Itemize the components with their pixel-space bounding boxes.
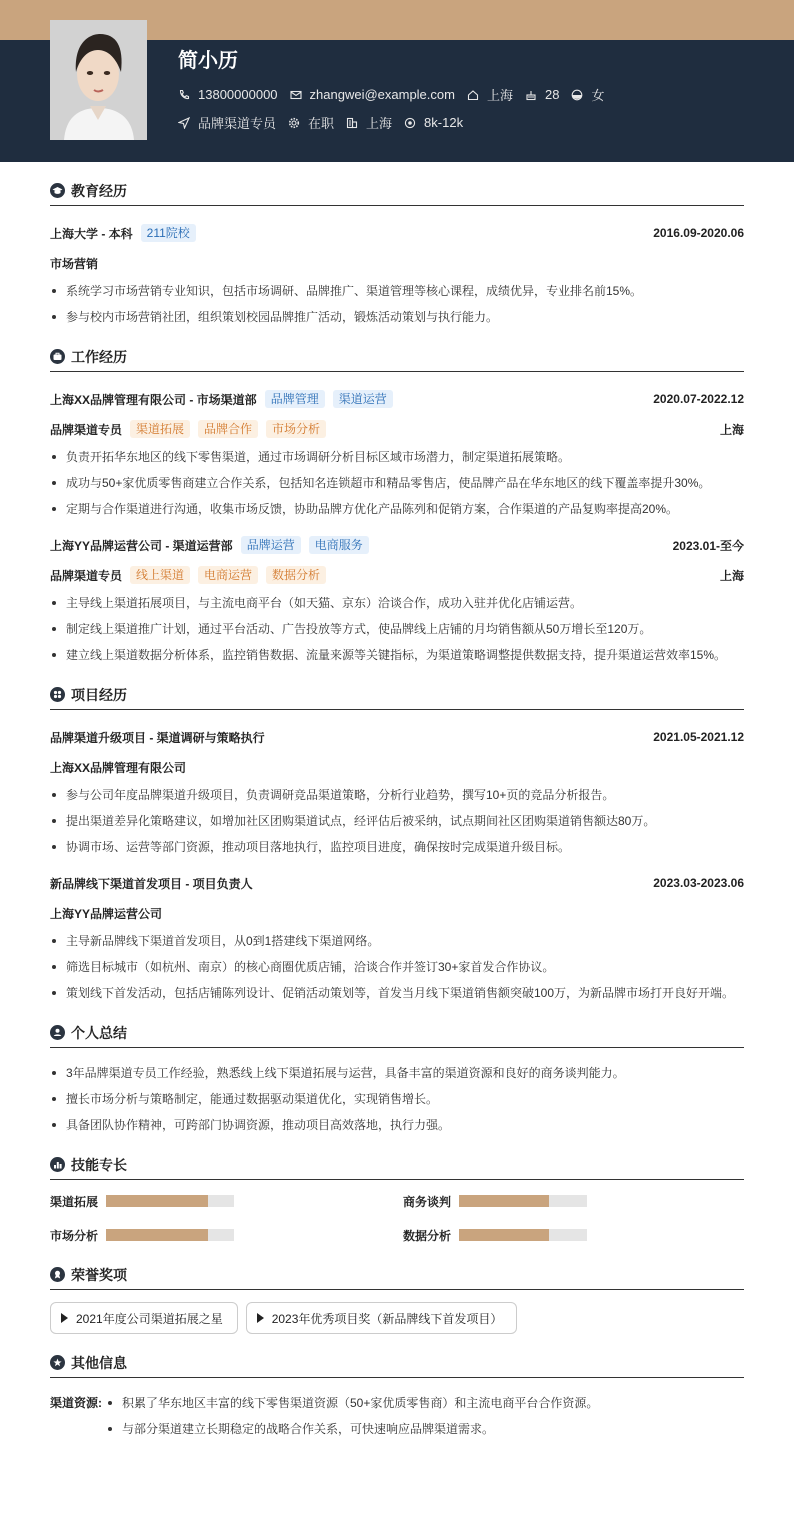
job-role-row: [50, 560, 744, 590]
list-item: 擅长市场分析与策略制定，能通过数据驱动渠道优化，实现销售增长。: [50, 1086, 744, 1112]
education-section: [50, 176, 744, 330]
job-role-row: [50, 414, 744, 444]
skill-item: [403, 1226, 744, 1244]
skill-tag: 品牌合作: [198, 420, 258, 438]
job-location: 上海: [719, 422, 744, 437]
project-bullets: [50, 782, 744, 860]
award-label: 2021年度公司渠道拓展之星: [76, 1311, 223, 1326]
list-item: 具备团队协作精神，可跨部门协调资源，推动项目高效落地，执行力强。: [50, 1112, 744, 1138]
projects-section: [50, 680, 744, 1006]
work-title: 工作经历: [71, 348, 127, 365]
education-date: 2016.09-2020.06: [653, 226, 744, 240]
job-bullets: [50, 444, 744, 522]
status-info: [288, 113, 334, 132]
skill-tag: 线上渠道: [130, 566, 190, 584]
salary-value: 8k-12k: [424, 115, 464, 130]
award-item: [246, 1302, 518, 1334]
list-item: 系统学习市场营销专业知识，包括市场调研、品牌推广、渠道管理等核心课程，成绩优异，专业排名前15%。: [50, 278, 744, 304]
skills-section: [50, 1150, 744, 1244]
list-item: 3年品牌渠道专员工作经验，熟悉线上线下渠道拓展与运营，具备丰富的渠道资源和良好的商务谈判能力。: [50, 1060, 744, 1086]
skill-level-fill: [459, 1195, 549, 1207]
home-icon: [467, 89, 479, 101]
play-icon: [257, 1313, 264, 1323]
phone-info: [178, 87, 278, 102]
education-bullets: [50, 278, 744, 330]
company-tag: 电商服务: [309, 536, 369, 554]
job-date: 2023.01-至今: [672, 538, 744, 553]
position-info: [178, 113, 276, 132]
skill-bar: [106, 1195, 234, 1207]
skill-bar: [459, 1229, 587, 1241]
info-icon: [50, 1355, 65, 1370]
awards-section: [50, 1260, 744, 1334]
award-item: [50, 1302, 238, 1334]
project-org-row: [50, 752, 744, 782]
target-city-info: [346, 113, 392, 132]
project-entry: [50, 722, 744, 860]
age-value: 28: [544, 87, 560, 102]
phone-icon: [178, 89, 190, 101]
project-entry: [50, 868, 744, 1006]
target-city-value: 上海: [366, 116, 393, 131]
other-title: 其他信息: [71, 1354, 127, 1371]
job-company-row: [50, 530, 744, 560]
email-value: zhangwei@example.com: [309, 87, 455, 102]
company-name: 上海YY品牌运营公司 - 渠道运营部: [50, 538, 233, 553]
company-tag: 品牌管理: [265, 390, 325, 408]
summary-header: [50, 1018, 744, 1048]
skill-bar: [459, 1195, 587, 1207]
skill-item: [50, 1192, 403, 1210]
avatar: [50, 20, 147, 140]
skill-level-fill: [106, 1195, 208, 1207]
resume-body: [50, 176, 744, 1442]
job-date: 2020.07-2022.12: [653, 392, 744, 406]
summary-section: [50, 1018, 744, 1138]
list-item: 制定线上渠道推广计划，通过平台活动、广告投放等方式，使品牌线上店铺的月均销售额从50万增长至120万。: [50, 616, 744, 642]
briefcase-icon: [50, 349, 65, 364]
gender-value: 女: [591, 88, 605, 103]
list-item: 建立线上渠道数据分析体系，监控销售数据、流量来源等关键指标，为渠道策略调整提供数据支持，提升渠道运营效率15%。: [50, 642, 744, 668]
award-label: 2023年优秀项目奖（新品牌线下首发项目）: [271, 1311, 503, 1326]
candidate-name: 简小历: [178, 50, 238, 72]
job-intent-row: [178, 113, 475, 132]
education-row: [50, 218, 744, 248]
status-value: 在职: [308, 116, 335, 131]
company-tag: 品牌运营: [241, 536, 301, 554]
skill-bar: [106, 1229, 234, 1241]
work-header: [50, 342, 744, 372]
other-header: [50, 1348, 744, 1378]
major-row: [50, 248, 744, 278]
school-name: 上海大学 - 本科: [50, 226, 133, 241]
project-org: 上海YY品牌运营公司: [50, 906, 163, 921]
education-header: [50, 176, 744, 206]
target-icon: [404, 117, 416, 129]
building-icon: [346, 117, 358, 129]
send-icon: [178, 117, 190, 129]
list-item: 主导线上渠道拓展项目，与主流电商平台（如天猫、京东）洽谈合作，成功入驻并优化店铺运营。: [50, 590, 744, 616]
list-item: 负责开拓华东地区的线下零售渠道，通过市场调研分析目标区域市场潜力，制定渠道拓展策略。: [50, 444, 744, 470]
list-item: 主导新品牌线下渠道首发项目，从0到1搭建线下渠道网络。: [50, 928, 744, 954]
company-name: 上海XX品牌管理有限公司 - 市场渠道部: [50, 392, 257, 407]
grid-icon: [50, 687, 65, 702]
list-item: 策划线下首发活动，包括店铺陈列设计、促销活动策划等，首发当月线下渠道销售额突破100万，为新品牌市场打开良好开端。: [50, 980, 744, 1006]
list-item: 积累了华东地区丰富的线下零售渠道资源（50+家优质零售商）和主流电商平台合作资源。: [106, 1390, 598, 1416]
skills-header: [50, 1150, 744, 1180]
summary-bullets: [50, 1060, 744, 1138]
job-location: 上海: [719, 568, 744, 583]
skill-tag: 市场分析: [266, 420, 326, 438]
job-bullets: [50, 590, 744, 668]
awards-title: 荣誉奖项: [71, 1266, 127, 1283]
skill-level-fill: [106, 1229, 208, 1241]
gender-info: [571, 85, 604, 104]
summary-title: 个人总结: [71, 1024, 127, 1041]
position-value: 品牌渠道专员: [198, 116, 277, 131]
project-bullets: [50, 928, 744, 1006]
work-section: [50, 342, 744, 668]
list-item: 筛选目标城市（如杭州、南京）的核心商圈优质店铺，洽谈合作并签订30+家首发合作协议。: [50, 954, 744, 980]
skill-tag: 渠道拓展: [130, 420, 190, 438]
list-item: 协调市场、运营等部门资源，推动项目落地执行，监控项目进度，确保按时完成渠道升级目标。: [50, 834, 744, 860]
play-icon: [61, 1313, 68, 1323]
age-info: [525, 87, 559, 102]
list-item: 定期与合作渠道进行沟通，收集市场反馈，协助品牌方优化产品陈列和促销方案，合作渠道的产品复购率提高20%。: [50, 496, 744, 522]
award-icon: [50, 1267, 65, 1282]
skill-name: 商务谈判: [403, 1194, 452, 1209]
project-name-row: [50, 722, 744, 752]
awards-list: [50, 1302, 744, 1334]
project-org-row: [50, 898, 744, 928]
job-entry: [50, 384, 744, 522]
job-entry: [50, 530, 744, 668]
cake-icon: [525, 89, 537, 101]
skill-name: 渠道拓展: [50, 1194, 99, 1209]
skill-item: [50, 1226, 403, 1244]
phone-value: 13800000000: [198, 87, 278, 102]
project-date: 2021.05-2021.12: [653, 730, 744, 744]
awards-header: [50, 1260, 744, 1290]
education-title: 教育经历: [71, 182, 127, 199]
other-block: [50, 1390, 744, 1442]
bar-chart-icon: [50, 1157, 65, 1172]
city-info: [467, 85, 513, 104]
job-role: 品牌渠道专员: [50, 422, 123, 437]
list-item: 参与校内市场营销社团，组织策划校园品牌推广活动，锻炼活动策划与执行能力。: [50, 304, 744, 330]
other-bullets: [106, 1390, 598, 1442]
skill-tag: 数据分析: [266, 566, 326, 584]
list-item: 成功与50+家优质零售商建立合作关系，包括知名连锁超市和精品零售店，使品牌产品在华东地区的线下覆盖率提升30%。: [50, 470, 744, 496]
projects-header: [50, 680, 744, 710]
project-date: 2023.03-2023.06: [653, 876, 744, 890]
skills-grid: [50, 1192, 744, 1244]
skills-title: 技能专长: [71, 1156, 127, 1173]
email-info: [290, 87, 455, 102]
school-tag: 211院校: [141, 224, 196, 242]
skill-item: [403, 1192, 744, 1210]
graduation-cap-icon: [50, 183, 65, 198]
gear-icon: [288, 117, 300, 129]
city-value: 上海: [486, 88, 513, 103]
job-role: 品牌渠道专员: [50, 568, 123, 583]
user-icon: [50, 1025, 65, 1040]
project-name: 品牌渠道升级项目 - 渠道调研与策略执行: [50, 730, 265, 745]
projects-title: 项目经历: [71, 686, 127, 703]
project-name-row: [50, 868, 744, 898]
project-org: 上海XX品牌管理有限公司: [50, 760, 187, 775]
list-item: 提出渠道差异化策略建议，如增加社区团购渠道试点，经评估后被采纳，试点期间社区团购渠道销售额达80万。: [50, 808, 744, 834]
skill-name: 数据分析: [403, 1228, 452, 1243]
list-item: 参与公司年度品牌渠道升级项目，负责调研竞品渠道策略，分析行业趋势，撰写10+页的竞品分析报告。: [50, 782, 744, 808]
mail-icon: [290, 89, 302, 101]
skill-tag: 电商运营: [198, 566, 258, 584]
project-name: 新品牌线下渠道首发项目 - 项目负责人: [50, 876, 253, 891]
company-tag: 渠道运营: [333, 390, 393, 408]
contact-row: [178, 85, 616, 104]
salary-info: [404, 115, 463, 130]
other-label: 渠道资源:: [50, 1396, 102, 1410]
list-item: 与部分渠道建立长期稳定的战略合作关系，可快速响应品牌渠道需求。: [106, 1416, 598, 1442]
skill-level-fill: [459, 1229, 549, 1241]
major: 市场营销: [50, 256, 99, 271]
job-company-row: [50, 384, 744, 414]
other-section: [50, 1348, 744, 1442]
user-circle-icon: [571, 89, 583, 101]
skill-name: 市场分析: [50, 1228, 99, 1243]
